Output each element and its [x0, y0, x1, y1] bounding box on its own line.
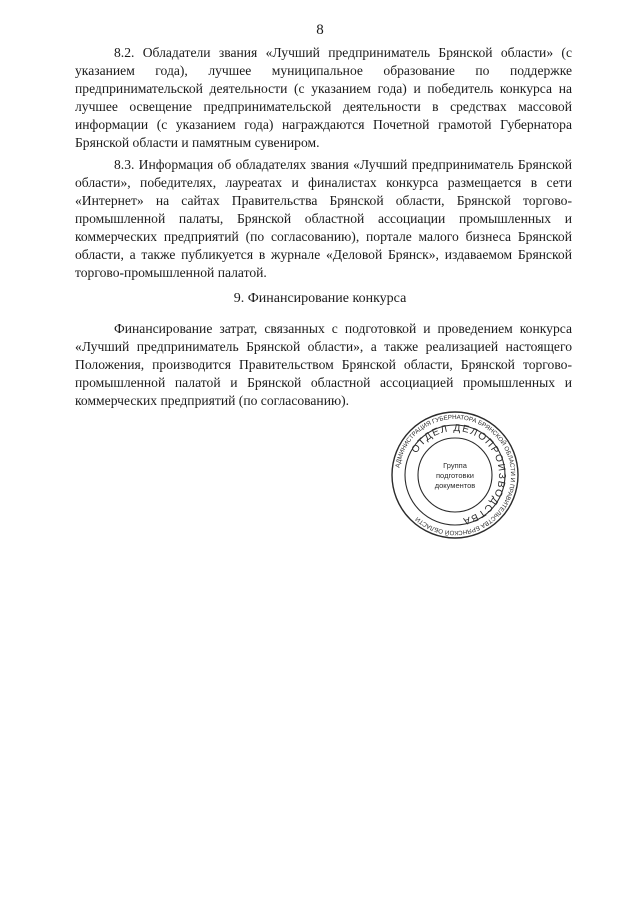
- stamp-middle-text: ОТДЕЛ ДЕЛОПРОИЗВОДСТВА: [409, 422, 508, 527]
- section-heading-financing: 9. Финансирование конкурса: [233, 291, 407, 306]
- stamp-center-line-1: Группа: [443, 461, 467, 470]
- paragraph-9: Финансирование затрат, связанных с подготовкой и проведением конкурса «Лучший предприниматель Брянской области», а также реализацией настоящего Положения, производится Правительством Брянской области, Брянской торгово-промышленной палатой и Брянской областной ассоциацией промышленных и коммерческих предприятий (по согласованию).: [75, 321, 572, 408]
- stamp-center-line-3: документов: [434, 481, 476, 490]
- official-stamp: [390, 410, 520, 540]
- stamp-center-line-2: подготовки: [436, 471, 474, 480]
- paragraph-8-2: 8.2. Обладатели звания «Лучший предприниматель Брянской области» (с указанием года), лучшее муниципальное образование по поддержке предпринимательской деятельности (с указанием года) и победитель конкурса на лучшее освещение предпринимательской деятельности в средствах массовой информации (с указанием года) награждаются Почетной грамотой Губернатора Брянской области и памятным сувениром.: [75, 45, 572, 150]
- stamp-outer-text: АДМИНИСТРАЦИЯ ГУБЕРНАТОРА БРЯНСКОЙ ОБЛАСТИ И ПРАВИТЕЛЬСТВА БРЯНСКОЙ ОБЛАСТИ: [394, 413, 517, 537]
- page-number: 8: [316, 22, 324, 38]
- paragraph-8-3: 8.3. Информация об обладателях звания «Лучший предприниматель Брянской области», победителях, лауреатах и финалистах конкурса размещается в сети «Интернет» на сайтах Правительства Брянской области, Брянской торгово-промышленной палаты, Брянской областной ассоциации промышленных и коммерческих предприятий (по согласованию), портале малого бизнеса Брянской области, а также публикуется в журнале «Деловой Брянск», издаваемом Брянской торгово-промышленной палатой.: [75, 157, 572, 280]
